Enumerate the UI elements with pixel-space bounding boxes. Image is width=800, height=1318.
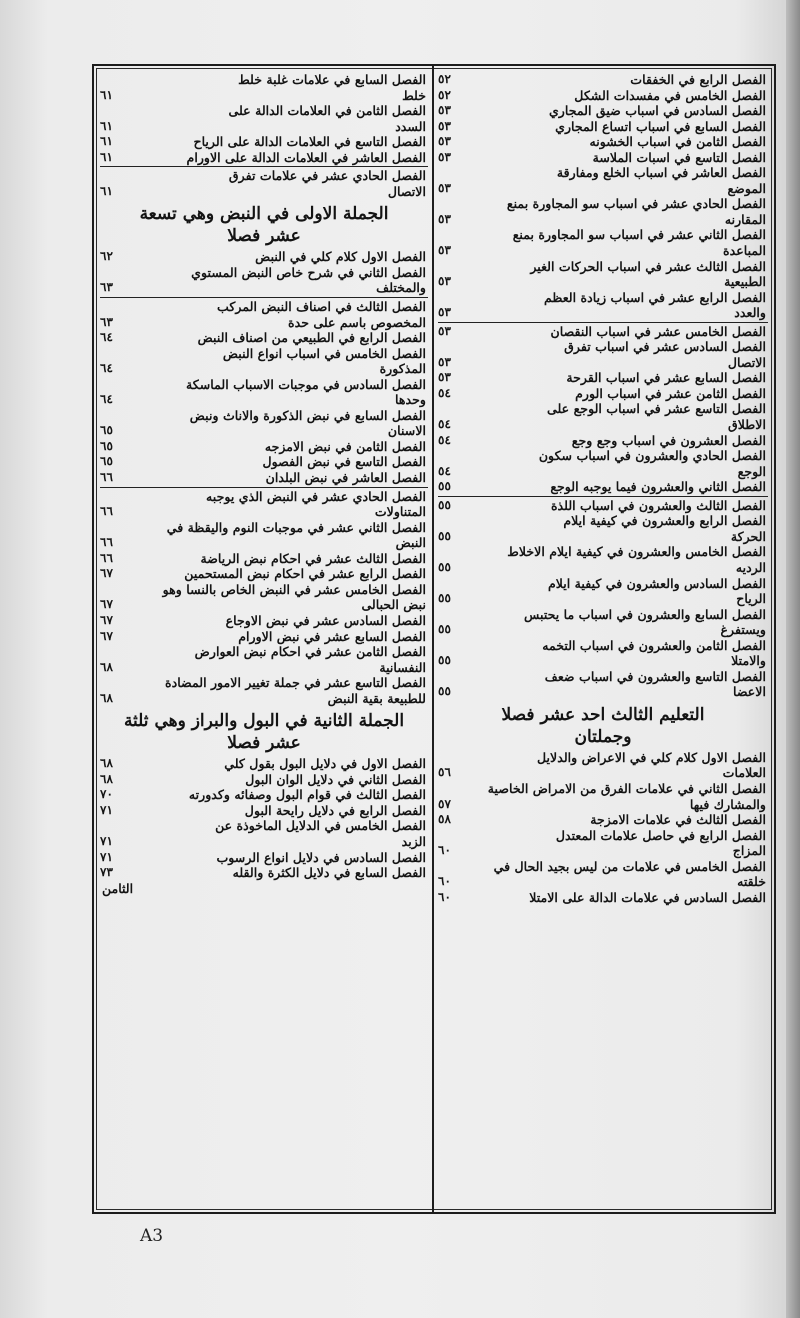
toc-entry-title: الفصل السابع في دلايل الكثرة والقله: [232, 865, 426, 881]
toc-entry: [438, 498, 768, 514]
toc-entry-page: ٦٦: [100, 470, 113, 485]
toc-entry-title: الفصل الثامن في اسباب الخشونه: [589, 134, 766, 150]
toc-entry: [100, 675, 428, 706]
toc-entry-title: الفصل الثالث عشر في احكام نبض الرياضة: [200, 550, 426, 566]
toc-entry-title: الفصل الاول في دلايل البول بقول كلي: [224, 756, 426, 772]
toc-entry: [438, 324, 768, 340]
toc-entry-title: الفصل السابع والعشرون في اسباب ما يحتبس ويستفرغ: [523, 606, 766, 638]
ruled-line: [438, 322, 768, 323]
toc-entry: [100, 168, 428, 199]
toc-entry-page: ٥٣: [438, 103, 451, 118]
toc-entry: [100, 489, 428, 520]
toc-entry: [100, 408, 428, 439]
toc-entry-title: الفصل العشرون في اسباب وجع وجع: [571, 432, 766, 448]
page-signature: A3: [140, 1226, 164, 1246]
toc-entry-page: ٥٤: [438, 432, 451, 447]
toc-entry-title: الفصل السادس في علامات الدالة على الامتلا: [529, 889, 766, 905]
toc-entry: [438, 134, 768, 150]
toc-entry: [438, 88, 768, 104]
toc-entry-title: الفصل الرابع في الطبيعي من اصناف النبض: [197, 330, 426, 346]
toc-entry-page: ٦٨: [100, 771, 113, 786]
toc-entry: [100, 346, 428, 377]
book-gutter: [786, 0, 800, 1318]
toc-entry-title: الفصل الاول كلام كلي في الاعراض والدلايل العلامات: [537, 749, 766, 781]
toc-entry: [100, 470, 428, 486]
toc-entry-title: الفصل الرابع عشر في اسباب زيادة العظم والعدد: [544, 289, 766, 321]
toc-entry-title: الفصل السابع عشر في اسباب القرحة: [566, 370, 766, 386]
toc-entry-page: ٦٧: [100, 612, 113, 627]
toc-entry: [438, 479, 768, 495]
toc-entry-page: ٦٦: [100, 504, 113, 519]
toc-entry-title: الفصل السادس في اسباب ضيق المجاري: [548, 103, 766, 119]
toc-entry: [438, 544, 768, 575]
toc-entry-page: ٥٣: [438, 305, 451, 320]
toc-entry: [438, 607, 768, 638]
toc-entry-page: ٧١: [100, 849, 113, 864]
toc-entry: [438, 812, 768, 828]
toc-entry-page: ٦٣: [100, 280, 113, 295]
toc-entry-title: الفصل السادس في دلايل انواع الرسوب: [216, 849, 426, 865]
toc-entry-title: الفصل الثاني في دلايل الوان البول: [245, 771, 426, 787]
toc-entry-page: ٦٨: [100, 756, 113, 771]
toc-entry-title: الفصل الثاني والعشرون فيما يوجبه الوجع: [550, 479, 766, 495]
toc-entry-page: ٥٣: [438, 180, 451, 195]
toc-entry-page: ٧١: [100, 802, 113, 817]
toc-entry-page: ٥٤: [438, 463, 451, 478]
toc-entry: [100, 249, 428, 265]
toc-entry: [100, 818, 428, 849]
toc-entry-page: ٥٦: [438, 765, 451, 780]
toc-entry: [100, 644, 428, 675]
toc-entry-title: الفصل السادس في موجبات الاسباب الماسكة وحدها: [186, 376, 426, 408]
toc-entry-title: الفصل الخامس في اسباب انواع النبض المذكورة: [222, 345, 426, 377]
toc-entry-title: الفصل الثامن عشر في احكام نبض العوارض النفسانية: [194, 644, 426, 675]
toc-entry: [100, 850, 428, 866]
toc-entry: [438, 638, 768, 669]
toc-entry-title: الفصل الخامس في مفسدات الشكل: [574, 87, 766, 103]
toc-entry-page: ٦٨: [100, 690, 113, 705]
toc-entry-title: الفصل العاشر في نبض البلدان: [265, 470, 426, 486]
toc-entry: [438, 448, 768, 479]
toc-entry-title: الفصل الرابع عشر في احكام نبض المستحمين: [184, 566, 426, 582]
toc-entry-title: الفصل الثالث في اصناف النبض المركب المخصوص باسم على حدة: [217, 299, 426, 330]
toc-entry-page: ٦٤: [100, 330, 113, 345]
toc-entry: [438, 750, 768, 781]
toc-entry-title: الفصل الثاني في شرح خاص النبض المستوي والمختلف: [191, 264, 426, 296]
toc-entry-page: ٦٠: [438, 843, 451, 858]
toc-entry-title: الفصل التاسع والعشرون في اسباب ضعف الاعضا: [544, 668, 766, 700]
toc-entry-page: ٦١: [100, 149, 113, 164]
toc-entry-page: ٦٢: [100, 249, 113, 264]
toc-entry: [438, 828, 768, 859]
toc-entry: [100, 330, 428, 346]
toc-entry-page: ٧٣: [100, 865, 113, 880]
toc-entry-page: ٦٠: [438, 874, 451, 889]
toc-entry-title: الفصل التاسع عشر في جملة تغيير الامور المضادة للطبيعة بقية النبض: [164, 675, 426, 706]
toc-entry: [438, 227, 768, 258]
toc-entry: [438, 433, 768, 449]
toc-entry-page: ٦٦: [100, 550, 113, 565]
toc-entry: [100, 103, 428, 134]
toc-entry: [438, 119, 768, 135]
ruled-line: [100, 166, 428, 167]
toc-entry-page: ٦٨: [100, 659, 113, 674]
toc-entry-page: ٥٣: [438, 211, 451, 226]
toc-entry-page: ٥٥: [438, 653, 451, 668]
toc-entry: [100, 299, 428, 330]
toc-entry: [100, 377, 428, 408]
toc-entry-page: ٦٤: [100, 361, 113, 376]
toc-entry-title: الفصل الثالث عشر في اسباب الحركات الغير الطبيعية: [530, 258, 766, 290]
toc-entry-title: الفصل السادس والعشرون في كيفية ايلام الرياح: [547, 575, 766, 607]
toc-entry-page: ٧١: [100, 833, 113, 848]
ruled-line: [100, 297, 428, 298]
toc-entry-title: الفصل الثامن في العلامات الدالة على السدد: [228, 103, 426, 134]
toc-entry-page: ٦١: [100, 134, 113, 149]
toc-entry-page: ٥٣: [438, 354, 451, 369]
toc-entry: [438, 339, 768, 370]
toc-entry: [100, 520, 428, 551]
toc-entry-title: الفصل الثاني في علامات الفرق من الامراض الخاصية والمشارك فيها: [487, 780, 766, 812]
toc-entry: [100, 803, 428, 819]
toc-entry-title: الفصل الثاني عشر في موجبات النوم واليقظة في النبض: [166, 519, 426, 551]
toc-entry-page: ٦٧: [100, 566, 113, 581]
toc-entry: [100, 787, 428, 803]
toc-entry-title: الفصل الحادي عشر في علامات تفرق الاتصال: [228, 168, 426, 199]
toc-entry-title: الفصل السابع في علامات غلبة خلط خلط: [238, 72, 426, 103]
toc-entry: [100, 72, 428, 103]
toc-entry: [438, 103, 768, 119]
toc-entry-page: ٥٣: [438, 370, 451, 385]
toc-entry-title: الفصل الرابع والعشرون في كيفية ايلام الحركة: [563, 513, 766, 544]
toc-entry-page: ٥٣: [438, 323, 451, 338]
toc-entry: [438, 370, 768, 386]
toc-entry-page: ٥٥: [438, 559, 451, 574]
toc-entry-page: ٦١: [100, 118, 113, 133]
toc-entry-page: ٥٨: [438, 812, 451, 827]
toc-entry-title: الفصل الرابع في حاصل علامات المعتدل المزاج: [555, 827, 766, 859]
toc-entry-title: الفصل السادس عشر في نبض الاوجاع: [225, 612, 426, 628]
toc-entry-page: ٥٧: [438, 796, 451, 811]
toc-entry-title: الفصل العاشر في العلامات الدالة على الاورام: [186, 149, 426, 165]
toc-entry-title: الفصل الاول كلام كلي في النبض: [255, 249, 426, 265]
toc-entry-title: الفصل الخامس والعشرون في كيفية ايلام الاخلاط الرديه: [507, 544, 766, 575]
toc-entry-page: ٥٥: [438, 684, 451, 699]
toc-entry-title: الفصل التاسع في اسبات الملاسة: [592, 149, 766, 165]
toc-entry-page: ٥٤: [438, 417, 451, 432]
toc-entry-page: ٦٧: [100, 628, 113, 643]
toc-entry-page: ٥٢: [438, 87, 451, 102]
toc-entry-title: الفصل السادس عشر في اسباب تفرق الاتصال: [564, 339, 766, 370]
toc-entry-title: الفصل الثالث والعشرون في اسباب اللذة: [550, 497, 766, 513]
toc-entry-page: ٥٥: [438, 528, 451, 543]
toc-entry-title: الفصل السابع عشر في نبض الاورام: [238, 628, 426, 644]
toc-right-column: [438, 72, 768, 905]
toc-entry: [100, 865, 428, 881]
toc-entry: [100, 582, 428, 613]
toc-entry: [438, 290, 768, 321]
toc-entry: [438, 386, 768, 402]
toc-entry: [100, 629, 428, 645]
toc-entry: [438, 196, 768, 227]
toc-entry: [438, 669, 768, 700]
toc-entry-title: الفصل الرابع في دلايل رايحة البول: [244, 802, 426, 818]
toc-entry-title: الفصل الثامن في نبض الامزجه: [264, 438, 426, 454]
toc-entry: [100, 772, 428, 788]
toc-entry-page: ٥٥: [438, 622, 451, 637]
toc-entry-page: ٥٥: [438, 479, 451, 494]
toc-entry-title: الفصل السابع في نبض الذكورة والاناث ونبض الاسنان: [189, 407, 426, 439]
toc-entry-title: الفصل الثالث في قوام البول وصفائه وكدورته: [188, 787, 426, 803]
toc-entry-title: الفصل التاسع عشر في اسباب الوجع على الاطلاق: [547, 401, 766, 433]
toc-entry: [438, 890, 768, 906]
toc-entry-page: ٧٠: [100, 787, 113, 802]
toc-entry-title: الفصل الخامس عشر في النبض الخاص بالنسا وهو نبض الحبالى: [162, 581, 426, 613]
toc-entry: [100, 150, 428, 166]
toc-entry-title: الفصل العاشر في اسباب الخلع ومفارقة الموضع: [556, 165, 766, 196]
toc-entry-page: ٥٣: [438, 149, 451, 164]
toc-entry-title: الفصل الخامس عشر في اسباب النقصان: [550, 323, 766, 339]
toc-entry-title: الفصل التاسع في العلامات الدالة على الرياح: [193, 134, 426, 150]
toc-entry-page: ٦٤: [100, 392, 113, 407]
toc-entry: [100, 134, 428, 150]
ruled-line: [438, 496, 768, 497]
toc-entry-page: ٥٣: [438, 243, 451, 258]
toc-entry: [438, 72, 768, 88]
ruled-line: [100, 487, 428, 488]
toc-entry-title: الفصل الحادي عشر في النبض الذي يوجبه المتناولات: [206, 488, 426, 520]
toc-entry-page: ٥٣: [438, 134, 451, 149]
toc-entry: [438, 165, 768, 196]
toc-entry-title: الفصل السابع في اسباب اتساع المجاري: [555, 118, 766, 134]
toc-entry: [438, 576, 768, 607]
toc-entry-page: ٦١: [100, 183, 113, 198]
toc-entry-page: ٥٥: [438, 497, 451, 512]
toc-left-column: [100, 72, 428, 896]
toc-entry-page: ٦١: [100, 87, 113, 102]
section-heading: الجملة الاولى في النبض وهي تسعة عشر فصلا: [139, 204, 389, 247]
toc-entry-title: الفصل الخامس في علامات من ليس بجيد الحال في خلقته: [493, 858, 766, 890]
toc-entry: [438, 513, 768, 544]
toc-entry-page: ٥٣: [438, 118, 451, 133]
section-heading: الجملة الثانية في البول والبراز وهي ثلثة عشر فصلا: [123, 711, 405, 754]
toc-entry: [100, 439, 428, 455]
toc-entry: [438, 150, 768, 166]
toc-entry-title: الفصل الثامن عشر في اسباب الورم: [575, 385, 766, 401]
toc-entry-title: الفصل الحادي والعشرون في اسباب سكون الوجع: [538, 448, 766, 479]
toc-entry-page: ٦٧: [100, 597, 113, 612]
toc-entry-title: الفصل الثامن والعشرون في اسباب التخمه والامتلا: [542, 637, 766, 669]
toc-entry: [100, 454, 428, 470]
toc-entry-title: الفصل التاسع في نبض الفصول: [262, 454, 426, 470]
toc-entry-title: الفصل الخامس في الدلايل الماخوذة عن الزبد: [215, 818, 426, 849]
toc-entry: [100, 566, 428, 582]
section-heading: التعليم الثالث احد عشر فصلا وجملتان: [501, 704, 705, 747]
toc-entry-page: ٦٦: [100, 535, 113, 550]
toc-entry-page: ٥٢: [438, 72, 451, 86]
toc-entry: [438, 259, 768, 290]
toc-entry-title: الفصل الحادي عشر في اسباب سو المجاورة بمنع المقارنه: [506, 196, 766, 227]
toc-entry-page: ٦٥: [100, 454, 113, 469]
toc-entry-title: الفصل الثالث في علامات الامزجة: [590, 812, 766, 828]
catchword: الثامن: [102, 880, 134, 896]
toc-entry: [100, 756, 428, 772]
toc-entry: [100, 265, 428, 296]
toc-entry-page: ٦٣: [100, 314, 113, 329]
toc-entry-title: الفصل الثاني عشر في اسباب سو المجاورة بمنع المباعدة: [512, 227, 766, 259]
toc-entry-page: ٥٥: [438, 591, 451, 606]
toc-entry: [100, 613, 428, 629]
toc-entry-page: ٦٥: [100, 423, 113, 438]
toc-entry-page: ٦٠: [438, 889, 451, 904]
toc-entry-page: ٦٥: [100, 438, 113, 453]
column-divider: [432, 66, 434, 1212]
toc-entry: [100, 551, 428, 567]
toc-entry-page: ٥٣: [438, 274, 451, 289]
toc-entry: [438, 859, 768, 890]
toc-entry-page: ٥٤: [438, 385, 451, 400]
toc-entry: [438, 401, 768, 432]
toc-entry: [438, 781, 768, 812]
toc-entry-title: الفصل الرابع في الخفقات: [630, 72, 766, 87]
